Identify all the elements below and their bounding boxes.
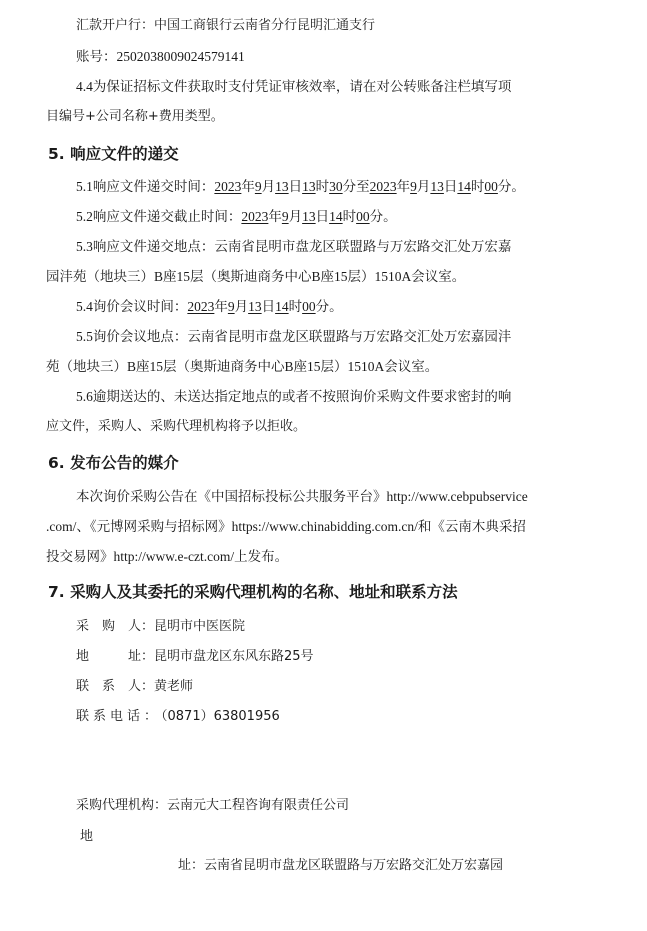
item-5-3-line-2: 园沣苑（地块三）B座15层（奥斯迪商务中心B座15层）1510A会议室。 [46, 269, 466, 284]
item-5-4-text-3: 日 [261, 299, 276, 314]
item-5-1-text-8: 日 [443, 179, 458, 194]
item-5-1-hour-1: 13 [302, 179, 316, 194]
item-5-3-line-1: 5.3响应文件递交地点：云南省昆明市盘龙区联盟路与万宏路交汇处万宏嘉 [76, 239, 512, 254]
agency-address-row [178, 857, 503, 875]
item-5-4 [76, 298, 343, 316]
section-4-4-line-1: 4.4为保证招标文件获取时支付凭证审核效率，请在对公转账备注栏填写项 [76, 79, 512, 94]
phone-row [76, 708, 280, 726]
buyer-address-row [76, 648, 314, 666]
item-5-2 [76, 208, 397, 226]
item-5-1-minute-2: 00 [484, 179, 498, 194]
item-5-1-text-7: 月 [416, 179, 431, 194]
item-5-1-text-2: 月 [261, 179, 276, 194]
item-5-1-text-6: 年 [396, 179, 411, 194]
item-5-4-text-5: 分。 [315, 299, 343, 314]
item-5-4-text-1: 年 [214, 299, 228, 314]
section-6-line-1: 本次询价采购公告在《中国招标投标公共服务平台》http://www.cebpubservice [76, 489, 528, 504]
agency-address-label-part-1: 地 [80, 829, 94, 844]
item-5-1-year-2: 2023 [369, 179, 397, 194]
item-5-2-month: 9 [281, 209, 289, 224]
item-5-2-text-2: 月 [288, 209, 303, 224]
item-5-4-day: 13 [248, 299, 262, 314]
phone-value: （0871）63801956 [161, 709, 280, 724]
item-5-4-month: 9 [227, 299, 235, 314]
item-5-2-hour: 14 [329, 209, 343, 224]
agency-address-value: 云南省昆明市盘龙区联盟路与万宏路交汇处万宏嘉园 [204, 858, 504, 873]
section-4-4-line-2: 目编号+公司名称+费用类型。 [46, 109, 224, 124]
item-5-2-year: 2023 [241, 209, 269, 224]
item-5-4-minute: 00 [302, 299, 316, 314]
item-5-2-prefix: 5.2响应文件递交截止时间： [76, 209, 242, 224]
section-6-heading: 6. 发布公告的媒介 [48, 454, 179, 472]
section-7-heading: 7. 采购人及其委托的采购代理机构的名称、地址和联系方法 [48, 583, 458, 601]
item-5-2-text-5: 分。 [369, 209, 397, 224]
item-5-1-day-1: 13 [275, 179, 289, 194]
account-line: 账号：2502038009024579141 [76, 49, 245, 64]
item-5-4-prefix: 5.4询价会议时间： [76, 299, 188, 314]
item-5-1-text-1: 年 [241, 179, 255, 194]
agency-label: 采购代理机构： [76, 798, 168, 813]
contact-row [76, 678, 193, 696]
item-5-1-hour-2: 14 [457, 179, 471, 194]
item-5-4-text-4: 时 [288, 299, 303, 314]
section-6-line-3: 投交易网》http://www.e-czt.com/上发布。 [46, 549, 289, 564]
contact-label: 联 系 人： [76, 679, 155, 694]
section-6-line-2: .com/、《元博网采购与招标网》https://www.chinabidding.com.cn/和《云南木典采招 [46, 519, 526, 534]
item-5-1-month-2: 9 [410, 179, 417, 194]
section-5-heading: 5. 响应文件的递交 [48, 145, 179, 163]
item-5-4-hour: 14 [275, 299, 289, 314]
item-5-2-text-1: 年 [268, 209, 282, 224]
item-5-1-year-1: 2023 [214, 179, 242, 194]
item-5-1-prefix: 5.1响应文件递交时间： [76, 179, 215, 194]
item-5-5-line-2: 苑（地块三）B座15层（奥斯迪商务中心B座15层）1510A会议室。 [46, 359, 439, 374]
item-5-1-day-2: 13 [430, 179, 444, 194]
item-5-4-text-2: 月 [234, 299, 249, 314]
item-5-1-text-3: 日 [288, 179, 303, 194]
buyer-label: 采 购 人： [76, 619, 155, 634]
item-5-1 [76, 178, 525, 196]
item-5-6-line-1: 5.6逾期送达的、未送达指定地点的或者不按照询价采购文件要求密封的响 [76, 389, 512, 404]
item-5-2-day: 13 [302, 209, 316, 224]
buyer-address-value: 昆明市盘龙区东风东路25号 [154, 649, 314, 664]
buyer-row [76, 618, 245, 636]
buyer-value: 昆明市中医医院 [154, 619, 246, 634]
item-5-4-year: 2023 [187, 299, 215, 314]
item-5-2-text-3: 日 [315, 209, 330, 224]
agency-row [76, 797, 349, 815]
item-5-2-text-4: 时 [342, 209, 357, 224]
item-5-1-text-4: 时 [315, 179, 330, 194]
buyer-address-label: 地 址： [76, 649, 155, 664]
item-5-5-line-1: 5.5询价会议地点：云南省昆明市盘龙区联盟路与万宏路交汇处万宏嘉园沣 [76, 329, 512, 344]
item-5-6-line-2: 应文件，采购人、采购代理机构将予以拒收。 [46, 419, 307, 434]
bank-line: 汇款开户行：中国工商银行云南省分行昆明汇通支行 [76, 18, 376, 33]
agency-value: 云南元大工程咨询有限责任公司 [167, 798, 350, 813]
item-5-1-minute-1: 30 [329, 179, 343, 194]
item-5-1-text-10: 分。 [497, 179, 525, 194]
item-5-1-text-9: 时 [470, 179, 485, 194]
item-5-2-minute: 00 [356, 209, 370, 224]
contact-value: 黄老师 [154, 679, 194, 694]
phone-label: 联系电话： [76, 709, 162, 724]
agency-address-label-part-2: 址： [178, 858, 205, 873]
item-5-1-text-5: 分至 [342, 179, 370, 194]
item-5-1-month-1: 9 [254, 179, 262, 194]
